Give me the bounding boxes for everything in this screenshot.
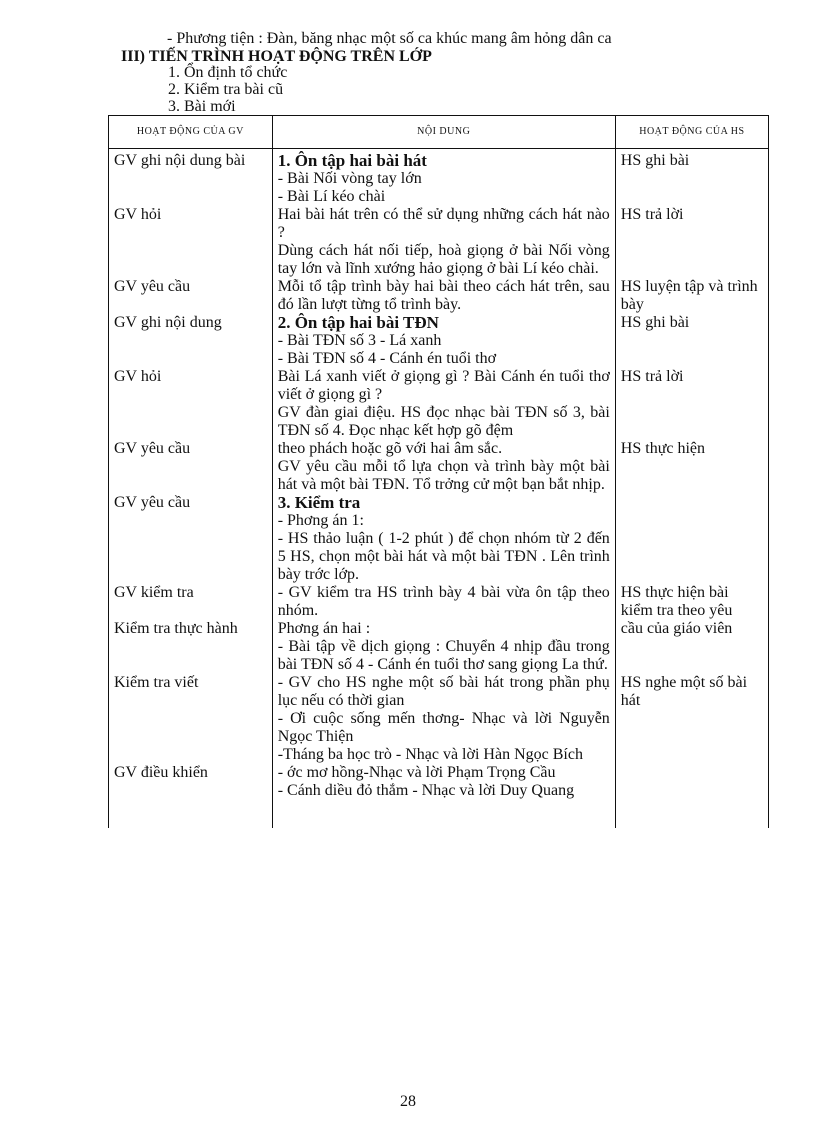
hs-cell: cầu của giáo viên	[615, 620, 768, 674]
hs-cell: HS thực hiện	[615, 440, 768, 494]
page-number: 28	[400, 1093, 416, 1110]
content-line: - Cánh diều đỏ thắm - Nhạc và lời Duy Quang	[277, 782, 575, 799]
content-cell	[272, 278, 615, 314]
hs-cell: HS thực hiện bài kiểm tra theo yêu	[615, 584, 768, 620]
table-row	[109, 494, 769, 584]
table-row	[109, 764, 769, 800]
hs-cell: HS luyện tập và trình bày	[615, 278, 768, 314]
content-line: - Bài TĐN số 4 - Cánh én tuổi thơ	[277, 350, 497, 367]
content-line: theo phách hoặc gõ với hai âm sắc.	[277, 440, 503, 457]
content-line: Mỗi tổ tập trình bày hai bài theo cách hát trên, sau đó lần lượt từng tổ trình bày.	[277, 278, 610, 313]
content-line: Bài Lá xanh viết ở giọng gì ? Bài Cánh én tuổi thơ viết ở giọng gì ?	[277, 368, 610, 403]
content-line: - HS thảo luận ( 1-2 phút ) để chọn nhóm từ 2 đến 5 HS, chọn một bài hát và một bài TĐN . Lên trình bày trớc lớp.	[277, 530, 610, 583]
phuong-tien-line: - Phương tiện : Đàn, băng nhạc một số ca khúc mang âm hỏng dân ca	[167, 30, 612, 47]
hs-cell: HS nghe một số bài hát	[615, 674, 768, 764]
content-line: - Bài Lí kéo chài	[277, 188, 386, 205]
content-line: - Bài tập về dịch giọng : Chuyển 4 nhịp đầu trong bài TĐN số 4 - Cánh én tuổi thơ sang giọng La thứ.	[277, 638, 610, 673]
content-line: - Bài TĐN số 3 - Lá xanh	[277, 332, 442, 349]
gv-cell: GV yêu cầu	[109, 440, 273, 494]
gv-cell: GV hỏi	[109, 206, 273, 278]
content-line: Dùng cách hát nối tiếp, hoà giọng ở bài Nối vòng tay lớn và lĩnh xướng hảo giọng ở bài Lí kéo chài.	[277, 242, 610, 277]
header-gv: HOẠT ĐỘNG CỦA GV	[109, 116, 273, 149]
hs-cell	[615, 494, 768, 584]
gv-cell: Kiểm tra thực hành	[109, 620, 273, 674]
content-cell	[272, 314, 615, 368]
content-cell	[272, 440, 615, 494]
lesson-table	[108, 115, 769, 828]
content-heading: 3. Kiểm tra	[277, 493, 361, 512]
section-title: III) TIẾN TRÌNH HOẠT ĐỘNG TRÊN LỚP	[121, 48, 432, 65]
table-row	[109, 674, 769, 764]
content-cell	[272, 800, 615, 828]
content-cell	[272, 494, 615, 584]
step-3: 3. Bài mới	[168, 98, 236, 115]
content-cell	[272, 584, 615, 620]
content-line: GV đàn giai điệu. HS đọc nhạc bài TĐN số 3, bài TĐN số 4. Đọc nhạc kết hợp gõ đệm	[277, 404, 610, 439]
table-header-row	[109, 116, 769, 149]
gv-cell	[109, 800, 273, 828]
header-content: NỘI DUNG	[272, 116, 615, 149]
content-line: - Phơng án 1:	[277, 512, 364, 529]
hs-cell: HS trả lời	[615, 206, 768, 278]
gv-cell: GV điều khiển	[109, 764, 273, 800]
step-2: 2. Kiểm tra bài cũ	[168, 81, 284, 98]
table-row	[109, 314, 769, 368]
content-cell	[272, 620, 615, 674]
gv-cell: GV ghi nội dung	[109, 314, 273, 368]
hs-cell: HS ghi bài	[615, 314, 768, 368]
content-heading: 2. Ôn tập hai bài TĐN	[277, 313, 439, 332]
hs-cell: HS trả lời	[615, 368, 768, 440]
content-cell	[272, 674, 615, 764]
table-row	[109, 584, 769, 620]
content-cell	[272, 206, 615, 278]
content-line: GV yêu cầu mỗi tổ lựa chọn và trình bày một bài hát và một bài TĐN. Tổ trởng cử một bạn bắt nhịp.	[277, 458, 610, 493]
content-line: - Ơi cuộc sống mến thơng- Nhạc và lời Nguyễn Ngọc Thiện	[277, 710, 610, 745]
hs-cell	[615, 764, 768, 800]
content-line: -Tháng ba học trò - Nhạc và lời Hàn Ngọc Bích	[277, 746, 583, 763]
table-row	[109, 278, 769, 314]
gv-cell: Kiểm tra viết	[109, 674, 273, 764]
content-line: - ớc mơ hồng-Nhạc và lời Phạm Trọng Cầu	[277, 764, 556, 781]
gv-cell: GV ghi nội dung bài	[109, 149, 273, 207]
content-line: Hai bài hát trên có thể sử dụng những cách hát nào ?	[277, 206, 610, 241]
table-row	[109, 368, 769, 440]
content-cell	[272, 764, 615, 800]
table-row	[109, 206, 769, 278]
content-cell	[272, 149, 615, 207]
table-row-spacer	[109, 800, 769, 828]
table-row	[109, 620, 769, 674]
gv-cell: GV kiểm tra	[109, 584, 273, 620]
content-line: Phơng án hai :	[277, 620, 371, 637]
header-hs: HOẠT ĐỘNG CỦA HS	[615, 116, 768, 149]
content-line: - Bài Nối vòng tay lớn	[277, 170, 422, 187]
table-row	[109, 149, 769, 207]
content-cell	[272, 368, 615, 440]
gv-cell: GV hỏi	[109, 368, 273, 440]
content-line: - GV cho HS nghe một số bài hát trong phần phụ lục nếu có thời gian	[277, 674, 610, 709]
table-row	[109, 440, 769, 494]
content-heading: 1. Ôn tập hai bài hát	[277, 151, 427, 170]
content-line: - GV kiểm tra HS trình bày 4 bài vừa ôn tập theo nhóm.	[277, 584, 610, 619]
gv-cell: GV yêu cầu	[109, 278, 273, 314]
hs-cell: HS ghi bài	[615, 149, 768, 207]
step-1: 1. Ổn định tổ chức	[168, 64, 288, 81]
gv-cell: GV yêu cầu	[109, 494, 273, 584]
hs-cell	[615, 800, 768, 828]
